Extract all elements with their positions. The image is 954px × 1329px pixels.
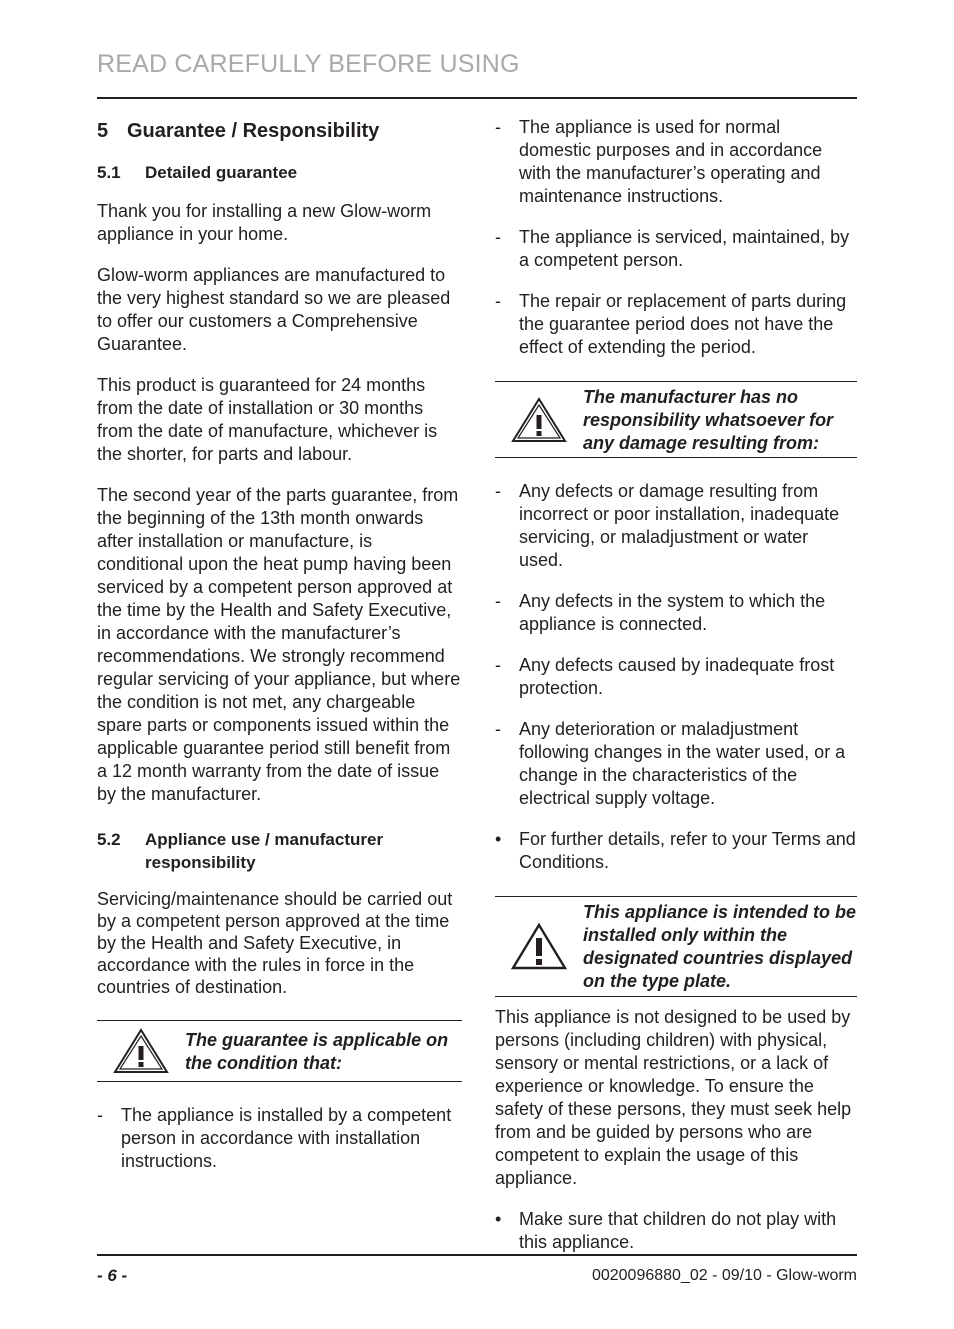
list-item <box>495 480 857 572</box>
section-number: 5.2 <box>97 830 121 849</box>
list-item-text: For further details, refer to your Terms and Conditions. <box>519 829 856 872</box>
list-item <box>495 590 857 636</box>
section-title: Detailed guarantee <box>145 163 298 182</box>
list-item-text: The appliance is used for normal domestic purposes and in accordance with the manufacturer’s operating and maintenance instructions. <box>519 117 823 206</box>
list-item-text: The repair or replacement of parts during the guarantee period does not have the effect of extending the period. <box>519 291 847 357</box>
section-5-heading <box>97 119 462 143</box>
list-marker: - <box>495 719 501 739</box>
section-5-1-heading <box>97 161 462 184</box>
paragraph: Glow-worm appliances are manufactured to the very highest standard so we are pleased to offer our customers a Comprehensive Guarantee. <box>97 265 451 354</box>
section-number: 5.1 <box>97 163 121 182</box>
list-bullet: • <box>495 1209 502 1229</box>
section-number: 5 <box>97 120 109 142</box>
header-rule <box>97 97 857 99</box>
list-item-text: Any deterioration or maladjustment following changes in the water used, or a change in the characteristics of the electrical supply voltage. <box>519 719 846 808</box>
header-title: READ CAREFULLY BEFORE USING <box>97 50 520 78</box>
paragraph: This appliance is not designed to be used by persons (including children) with physical, sensory or mental restrictions, or a lack of experience or knowledge. To ensure the safety of these persons, they must seek help from and be guided by persons who are competent to explain the usage of this appliance. <box>495 1007 852 1188</box>
paragraph: This product is guaranteed for 24 months from the date of installation or 30 months from the date of manufacture, whichever is the shorter, for parts and labour. <box>97 375 438 464</box>
section-title: Guarantee / Responsibility <box>127 120 380 142</box>
condition-list <box>97 1104 462 1173</box>
list-marker: - <box>495 291 501 311</box>
right-column <box>495 116 857 1254</box>
list-item-text: The appliance is installed by a competent person in accordance with installation instructions. <box>121 1105 452 1171</box>
list-marker: - <box>495 591 501 611</box>
warning-text: The manufacturer has no responsibility whatsoever for any damage resulting from: <box>583 386 834 453</box>
warning-box <box>495 896 857 997</box>
list-bullet: • <box>495 829 502 849</box>
list-item <box>495 718 857 810</box>
list-item <box>495 1208 857 1254</box>
list-item-text: Make sure that children do not play with this appliance. <box>519 1209 837 1252</box>
list-marker: - <box>495 227 501 247</box>
footer-rule <box>97 1254 857 1256</box>
list-marker: - <box>495 481 501 501</box>
document-reference: 0020096880_02 - 09/10 - Glow-worm <box>591 1267 857 1284</box>
list-marker: - <box>495 117 501 137</box>
list-marker: - <box>495 655 501 675</box>
warning-text: This appliance is intended to be installed only within the designated countries displayed on the type plate. <box>583 902 857 991</box>
list-item-text: Any defects caused by inadequate frost protection. <box>519 655 835 698</box>
list-item <box>97 1104 462 1173</box>
left-column <box>97 114 462 1191</box>
warning-triangle-icon <box>97 1027 185 1075</box>
warning-box <box>495 381 857 458</box>
section-5-2-heading <box>97 828 462 874</box>
list-item <box>495 226 857 272</box>
warning-box <box>97 1020 462 1082</box>
list-item <box>495 290 857 359</box>
paragraph: The second year of the parts guarantee, from the beginning of the 13th month onwards after installation or manufacture, is conditional upon the heat pump having been serviced by a competent person approved at the time by the Health and Safety Executive, in accordance with the manufacturer’s recommendations. We strongly recommend regular servicing of your appliance, but where the condition is not met, any chargeable spare parts or components issued within the applicable guarantee period still benefit from a 12 month warranty from the date of issue by the manufacturer. <box>97 485 461 804</box>
condition-list-continued <box>495 116 857 359</box>
list-item-text: Any defects or damage resulting from incorrect or poor installation, inadequate servicing, or maladjustment or water used. <box>519 481 840 570</box>
section-title: Appliance use / manufacturer responsibility <box>145 830 384 872</box>
list-item <box>495 654 857 700</box>
paragraph: Thank you for installing a new Glow-worm appliance in your home. <box>97 201 432 244</box>
warning-triangle-icon <box>495 396 583 444</box>
list-marker: - <box>97 1105 103 1125</box>
list-item-text: The appliance is serviced, maintained, by a competent person. <box>519 227 850 270</box>
exclusion-list <box>495 480 857 874</box>
page-number: - 6 - <box>97 1266 128 1285</box>
list-item-text: Any defects in the system to which the appliance is connected. <box>519 591 826 634</box>
list-item <box>495 116 857 208</box>
safety-list <box>495 1208 857 1254</box>
paragraph: Servicing/maintenance should be carried out by a competent person approved at the time by the Health and Safety Executive, in accordance with the rules in force in the countries of destination. <box>97 889 453 997</box>
warning-text: The guarantee is applicable on the condition that: <box>185 1029 449 1073</box>
warning-triangle-icon <box>495 922 583 972</box>
list-item <box>495 828 857 874</box>
